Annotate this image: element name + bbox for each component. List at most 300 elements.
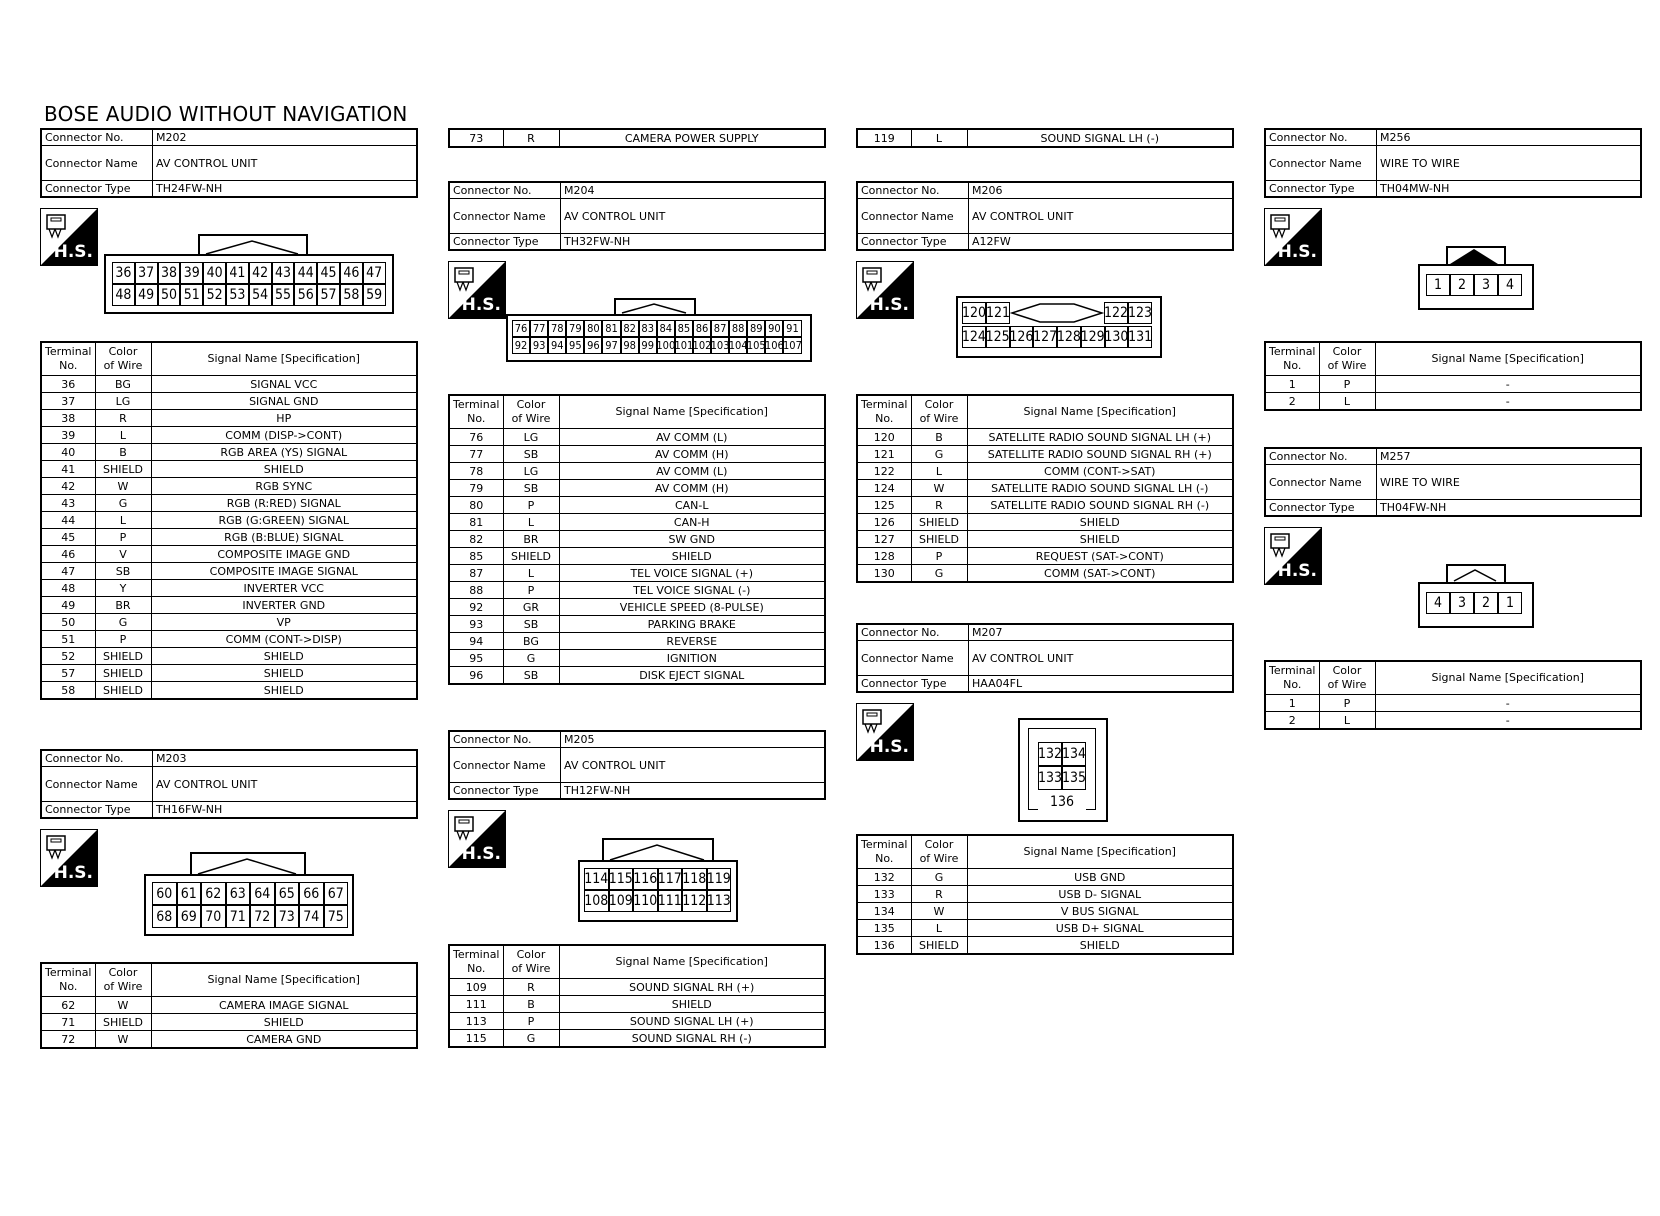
connector-pin: 80 [584, 320, 602, 337]
header-color-line2: of Wire [511, 962, 551, 975]
table-row [857, 514, 1233, 531]
connector-pin: 40 [203, 262, 226, 284]
wire-color-cell: SHIELD [95, 1014, 151, 1031]
terminal-no-cell: 96 [449, 667, 503, 685]
signal-name-cell: AV COMM (H) [559, 446, 825, 463]
terminal-no-cell: 57 [41, 665, 95, 682]
connector-pin: 44 [294, 262, 317, 284]
connector-pin: 109 [609, 890, 634, 912]
signal-name-cell: SIGNAL GND [151, 393, 417, 410]
connector-pin: 98 [621, 337, 639, 354]
connector-pin: 124 [962, 326, 986, 348]
terminal-no-cell: 111 [449, 996, 503, 1013]
terminal-no-cell: 125 [857, 497, 911, 514]
connector-pin: 111 [658, 890, 683, 912]
connector-pin: 62 [201, 882, 226, 905]
connector-pin: 117 [658, 868, 683, 890]
label-connector-no: Connector No. [449, 731, 561, 748]
signal-name-cell: RGB (G:GREEN) SIGNAL [151, 512, 417, 529]
signal-name-cell: SHIELD [151, 648, 417, 665]
table-row [41, 631, 417, 648]
connector-pin: 82 [621, 320, 639, 337]
connector-pin: 73 [275, 905, 300, 928]
signal-name-cell: SOUND SIGNAL LH (-) [967, 129, 1233, 147]
connector-pin: 36 [112, 262, 135, 284]
connector-pin: 115 [609, 868, 634, 890]
terminal-no-cell: 121 [857, 446, 911, 463]
m205-continued-table [856, 128, 1234, 148]
terminal-no-cell: 2 [1265, 712, 1319, 730]
table-header-row [449, 945, 825, 979]
connector-latch [194, 856, 300, 876]
terminal-no-cell: 43 [41, 495, 95, 512]
table-row [41, 427, 417, 444]
signal-name-cell: SW GND [559, 531, 825, 548]
terminal-no-cell: 127 [857, 531, 911, 548]
connector-pin: 84 [657, 320, 675, 337]
terminal-no-cell: 1 [1265, 695, 1319, 712]
header-color-line1: Color [924, 837, 954, 851]
signal-name-cell: COMPOSITE IMAGE SIGNAL [151, 563, 417, 580]
wire-color-cell: B [911, 429, 967, 446]
wire-color-cell: SHIELD [911, 937, 967, 955]
signal-name-cell: IGNITION [559, 650, 825, 667]
m204-signal-table [448, 394, 826, 685]
connector-pin: 135 [1062, 766, 1086, 790]
header-signal-name: Signal Name [Specification] [559, 395, 825, 429]
terminal-no-cell: 132 [857, 869, 911, 886]
label-connector-no: Connector No. [41, 129, 153, 146]
connector-pin: 106 [764, 339, 784, 352]
wire-color-cell: R [95, 410, 151, 427]
header-color-line2: of Wire [919, 412, 959, 425]
connector-pin: 87 [711, 320, 729, 337]
label-connector-type: Connector Type [857, 676, 969, 693]
wire-color-cell: L [1319, 712, 1375, 730]
connector-pin: 43 [272, 262, 295, 284]
signal-name-cell: AV COMM (L) [559, 429, 825, 446]
header-terminal-line2: No. [875, 852, 894, 865]
connector-pin: 2 [1474, 592, 1498, 614]
header-signal-name: Signal Name [Specification] [1375, 342, 1641, 376]
header-terminal-no [857, 395, 911, 429]
m207-info [856, 623, 1234, 693]
terminal-no-cell: 92 [449, 599, 503, 616]
connector-pin: 86 [693, 320, 711, 337]
signal-name-cell: SHIELD [967, 531, 1233, 548]
connector-pin: 78 [548, 320, 566, 337]
terminal-no-cell: 124 [857, 480, 911, 497]
signal-name-cell: SIGNAL VCC [151, 376, 417, 393]
header-terminal-line1: Terminal [45, 344, 92, 358]
connector-pin: 39 [180, 262, 203, 284]
connector-pin: 97 [602, 337, 620, 354]
wire-color-cell: P [503, 582, 559, 599]
terminal-no-cell: 88 [449, 582, 503, 599]
table-row [857, 886, 1233, 903]
table-row [41, 512, 417, 529]
wire-color-cell: LG [503, 429, 559, 446]
connector-pin: 4 [1426, 592, 1450, 614]
connector-pin: 133 [1038, 766, 1062, 790]
wire-color-cell: V [95, 546, 151, 563]
wire-color-cell: G [503, 1030, 559, 1048]
signal-name-cell: INVERTER GND [151, 597, 417, 614]
signal-name-cell: CAMERA IMAGE SIGNAL [151, 997, 417, 1014]
m206-signal-table [856, 394, 1234, 583]
header-color-of-wire [95, 342, 151, 376]
terminal-no-cell: 77 [449, 446, 503, 463]
hs-label: H.S. [53, 242, 93, 262]
terminal-no-cell: 94 [449, 633, 503, 650]
connector-pin: 37 [135, 262, 158, 284]
hs-icon [448, 261, 506, 319]
signal-name-cell: SHIELD [151, 682, 417, 700]
signal-name-cell: SATELLITE RADIO SOUND SIGNAL LH (+) [967, 429, 1233, 446]
m202-no: M202 [153, 129, 418, 146]
wire-color-cell: LG [503, 463, 559, 480]
table-row [41, 393, 417, 410]
label-connector-no: Connector No. [449, 182, 561, 199]
table-row [449, 650, 825, 667]
table-row [857, 480, 1233, 497]
m205-signal-table [448, 944, 826, 1048]
m256-signal-table [1264, 341, 1642, 411]
signal-name-cell: COMPOSITE IMAGE GND [151, 546, 417, 563]
connector-pin: 128 [1057, 326, 1081, 348]
signal-name-cell: AV COMM (H) [559, 480, 825, 497]
signal-name-cell: CAN-L [559, 497, 825, 514]
hs-icon [40, 829, 98, 887]
wire-color-cell: P [911, 548, 967, 565]
header-signal-name: Signal Name [Specification] [151, 342, 417, 376]
wire-color-cell: SHIELD [95, 682, 151, 700]
header-signal-name: Signal Name [Specification] [559, 945, 825, 979]
signal-name-cell: SHIELD [559, 996, 825, 1013]
m206-no: M206 [969, 182, 1234, 199]
connector-pin: 85 [675, 320, 693, 337]
connector-pin: 112 [682, 890, 707, 912]
signal-name-cell: SOUND SIGNAL RH (+) [559, 979, 825, 996]
hs-icon [1264, 208, 1322, 266]
table-row [857, 531, 1233, 548]
signal-name-cell: RGB AREA (YS) SIGNAL [151, 444, 417, 461]
m203-type: TH16FW-NH [153, 802, 418, 819]
header-terminal-line2: No. [59, 359, 78, 372]
signal-name-cell: - [1375, 393, 1641, 411]
signal-name-cell: COMM (DISP->CONT) [151, 427, 417, 444]
terminal-no-cell: 82 [449, 531, 503, 548]
table-row [449, 429, 825, 446]
signal-name-cell: USB GND [967, 869, 1233, 886]
hs-icon [856, 261, 914, 319]
connector-pin: 63 [226, 882, 251, 905]
m203-info [40, 749, 418, 819]
signal-name-cell: SOUND SIGNAL LH (+) [559, 1013, 825, 1030]
m206-connector-face [956, 296, 1162, 360]
header-color-line2: of Wire [1327, 359, 1367, 372]
table-row [857, 129, 1233, 147]
wire-color-cell: L [95, 512, 151, 529]
label-connector-name: Connector Name [449, 199, 561, 234]
hs-icon [856, 703, 914, 761]
connector-latch [1448, 247, 1500, 265]
header-color-line2: of Wire [919, 852, 959, 865]
label-connector-type: Connector Type [1265, 181, 1377, 198]
signal-name-cell: USB D- SIGNAL [967, 886, 1233, 903]
m257-type: TH04FW-NH [1377, 500, 1642, 517]
table-header-row [857, 835, 1233, 869]
terminal-no-cell: 49 [41, 597, 95, 614]
wire-color-cell: B [95, 444, 151, 461]
connector-pin: 49 [135, 284, 158, 306]
wire-color-cell: BG [503, 633, 559, 650]
terminal-no-cell: 113 [449, 1013, 503, 1030]
header-terminal-line2: No. [1283, 678, 1302, 691]
table-row [41, 997, 417, 1014]
m256-no: M256 [1377, 129, 1642, 146]
wire-color-cell: SB [503, 446, 559, 463]
header-terminal-line1: Terminal [861, 837, 908, 851]
header-terminal-line1: Terminal [861, 397, 908, 411]
table-row [1265, 712, 1641, 730]
connector-pin: 55 [272, 284, 295, 306]
connector-pin: 51 [180, 284, 203, 306]
table-row [449, 129, 825, 147]
connector-pin: 58 [340, 284, 363, 306]
table-row [41, 410, 417, 427]
m257-signal-table [1264, 660, 1642, 730]
wire-color-cell: G [911, 446, 967, 463]
m257-name: WIRE TO WIRE [1377, 465, 1642, 500]
terminal-no-cell: 71 [41, 1014, 95, 1031]
connector-pin: 123 [1128, 302, 1152, 324]
header-terminal-line2: No. [59, 980, 78, 993]
table-row [41, 1014, 417, 1031]
signal-name-cell: - [1375, 695, 1641, 712]
terminal-no-cell: 47 [41, 563, 95, 580]
table-row [41, 665, 417, 682]
connector-pin: 45 [317, 262, 340, 284]
header-color-of-wire [1319, 342, 1375, 376]
header-color-line2: of Wire [511, 412, 551, 425]
connector-pin: 96 [584, 337, 602, 354]
wire-color-cell: BG [95, 376, 151, 393]
terminal-no-cell: 133 [857, 886, 911, 903]
connector-pin: 71 [226, 905, 251, 928]
terminal-no-cell: 50 [41, 614, 95, 631]
signal-name-cell: SHIELD [151, 461, 417, 478]
wire-color-cell: W [911, 480, 967, 497]
connector-pin: 3 [1450, 592, 1474, 614]
connector-pin: 126 [1010, 326, 1034, 348]
terminal-no-cell: 39 [41, 427, 95, 444]
m204-connector-face [506, 298, 812, 362]
terminal-no-cell: 72 [41, 1031, 95, 1049]
table-row [857, 446, 1233, 463]
m257-no: M257 [1377, 448, 1642, 465]
m203-name: AV CONTROL UNIT [153, 767, 418, 802]
hs-icon [1264, 527, 1322, 585]
wire-color-cell: P [1319, 695, 1375, 712]
connector-pin: 88 [729, 320, 747, 337]
table-row [857, 429, 1233, 446]
header-signal-name: Signal Name [Specification] [967, 835, 1233, 869]
connector-pin: 57 [317, 284, 340, 306]
wire-color-cell: L [95, 427, 151, 444]
signal-name-cell: RGB (R:RED) SIGNAL [151, 495, 417, 512]
wire-color-cell: SB [503, 480, 559, 497]
m207-type: HAA04FL [969, 676, 1234, 693]
terminal-no-cell: 87 [449, 565, 503, 582]
signal-name-cell: AV COMM (L) [559, 463, 825, 480]
signal-name-cell: SATELLITE RADIO SOUND SIGNAL RH (-) [967, 497, 1233, 514]
wire-color-cell: P [503, 1013, 559, 1030]
table-row [449, 633, 825, 650]
label-connector-no: Connector No. [857, 182, 969, 199]
connector-latch [202, 238, 302, 256]
connector-pin: 65 [275, 882, 300, 905]
signal-name-cell: COMM (CONT->DISP) [151, 631, 417, 648]
header-color-line1: Color [108, 344, 138, 358]
connector-pin: 70 [201, 905, 226, 928]
connector-pin: 67 [324, 882, 349, 905]
label-connector-type: Connector Type [449, 234, 561, 251]
connector-pin: 93 [530, 337, 548, 354]
label-connector-name: Connector Name [1265, 465, 1377, 500]
connector-pin: 129 [1081, 326, 1105, 348]
header-terminal-line1: Terminal [45, 965, 92, 979]
label-connector-no: Connector No. [857, 624, 969, 641]
table-row [857, 463, 1233, 480]
terminal-no-cell: 2 [1265, 393, 1319, 411]
connector-pin: 72 [250, 905, 275, 928]
header-color-of-wire [95, 963, 151, 997]
table-row [1265, 393, 1641, 411]
wire-color-cell: SB [95, 563, 151, 580]
table-row [41, 478, 417, 495]
header-color-line1: Color [1332, 344, 1362, 358]
m207-no: M207 [969, 624, 1234, 641]
connector-pin: 122 [1104, 302, 1128, 324]
signal-name-cell: PARKING BRAKE [559, 616, 825, 633]
header-terminal-no [1265, 661, 1319, 695]
m202-type: TH24FW-NH [153, 181, 418, 198]
connector-pin: 59 [363, 284, 386, 306]
header-color-line2: of Wire [1327, 678, 1367, 691]
table-row [41, 614, 417, 631]
table-row [857, 548, 1233, 565]
terminal-no-cell: 79 [449, 480, 503, 497]
m205-name: AV CONTROL UNIT [561, 748, 826, 783]
signal-name-cell: INVERTER VCC [151, 580, 417, 597]
label-connector-type: Connector Type [41, 802, 153, 819]
label-connector-name: Connector Name [41, 146, 153, 181]
terminal-no-cell: 46 [41, 546, 95, 563]
table-row [449, 599, 825, 616]
m206-info [856, 181, 1234, 251]
table-row [449, 582, 825, 599]
connector-pin: 101 [674, 339, 694, 352]
signal-name-cell: TEL VOICE SIGNAL (-) [559, 582, 825, 599]
wire-color-cell: R [911, 886, 967, 903]
wire-color-cell: SB [503, 616, 559, 633]
label-connector-name: Connector Name [449, 748, 561, 783]
label-connector-no: Connector No. [1265, 129, 1377, 146]
connector-pin: 116 [633, 868, 658, 890]
m257-info [1264, 447, 1642, 517]
hs-label: H.S. [1277, 242, 1317, 262]
m204-type: TH32FW-NH [561, 234, 826, 251]
hs-label: H.S. [869, 295, 909, 315]
connector-pin: 60 [152, 882, 177, 905]
connector-pin: 66 [299, 882, 324, 905]
hs-icon [40, 208, 98, 266]
wire-color-cell: P [95, 631, 151, 648]
connector-pin: 130 [1105, 326, 1129, 348]
wire-color-cell: GR [503, 599, 559, 616]
connector-pin: 81 [602, 320, 620, 337]
page-title: BOSE AUDIO WITHOUT NAVIGATION [44, 102, 408, 126]
header-signal-name: Signal Name [Specification] [151, 963, 417, 997]
m256-type: TH04MW-NH [1377, 181, 1642, 198]
wire-color-cell: G [503, 650, 559, 667]
connector-pin: 104 [728, 339, 748, 352]
wire-color-cell: SHIELD [911, 514, 967, 531]
header-terminal-line2: No. [467, 962, 486, 975]
terminal-no-cell: 62 [41, 997, 95, 1014]
table-row [41, 546, 417, 563]
signal-name-cell: VP [151, 614, 417, 631]
header-color-of-wire [503, 395, 559, 429]
wire-color-cell: SHIELD [503, 548, 559, 565]
connector-pin: 47 [363, 262, 386, 284]
wire-color-cell: G [95, 614, 151, 631]
connector-pin: 91 [783, 320, 801, 337]
header-terminal-line2: No. [875, 412, 894, 425]
connector-pin: 4 [1498, 274, 1522, 296]
table-row [41, 444, 417, 461]
m207-signal-table [856, 834, 1234, 955]
header-color-of-wire [911, 835, 967, 869]
signal-name-cell: SHIELD [967, 937, 1233, 955]
header-color-line2: of Wire [103, 359, 143, 372]
table-header-row [41, 963, 417, 997]
connector-pin: 56 [294, 284, 317, 306]
header-signal-name: Signal Name [Specification] [967, 395, 1233, 429]
table-header-row [857, 395, 1233, 429]
table-row [449, 667, 825, 685]
connector-pin: 53 [226, 284, 249, 306]
header-terminal-no [857, 835, 911, 869]
wire-color-cell: W [911, 903, 967, 920]
wire-color-cell: BR [95, 597, 151, 614]
terminal-no-cell: 80 [449, 497, 503, 514]
connector-pin: 110 [633, 890, 658, 912]
terminal-no-cell: 81 [449, 514, 503, 531]
connector-pin: 120 [962, 302, 986, 324]
terminal-no-cell: 58 [41, 682, 95, 700]
m206-type: A12FW [969, 234, 1234, 251]
terminal-no-cell: 119 [857, 129, 911, 147]
label-connector-no: Connector No. [1265, 448, 1377, 465]
connector-pin: 38 [158, 262, 181, 284]
terminal-no-cell: 128 [857, 548, 911, 565]
signal-name-cell: SHIELD [151, 1014, 417, 1031]
terminal-no-cell: 135 [857, 920, 911, 937]
table-row [41, 1031, 417, 1049]
connector-pin: 52 [203, 284, 226, 306]
